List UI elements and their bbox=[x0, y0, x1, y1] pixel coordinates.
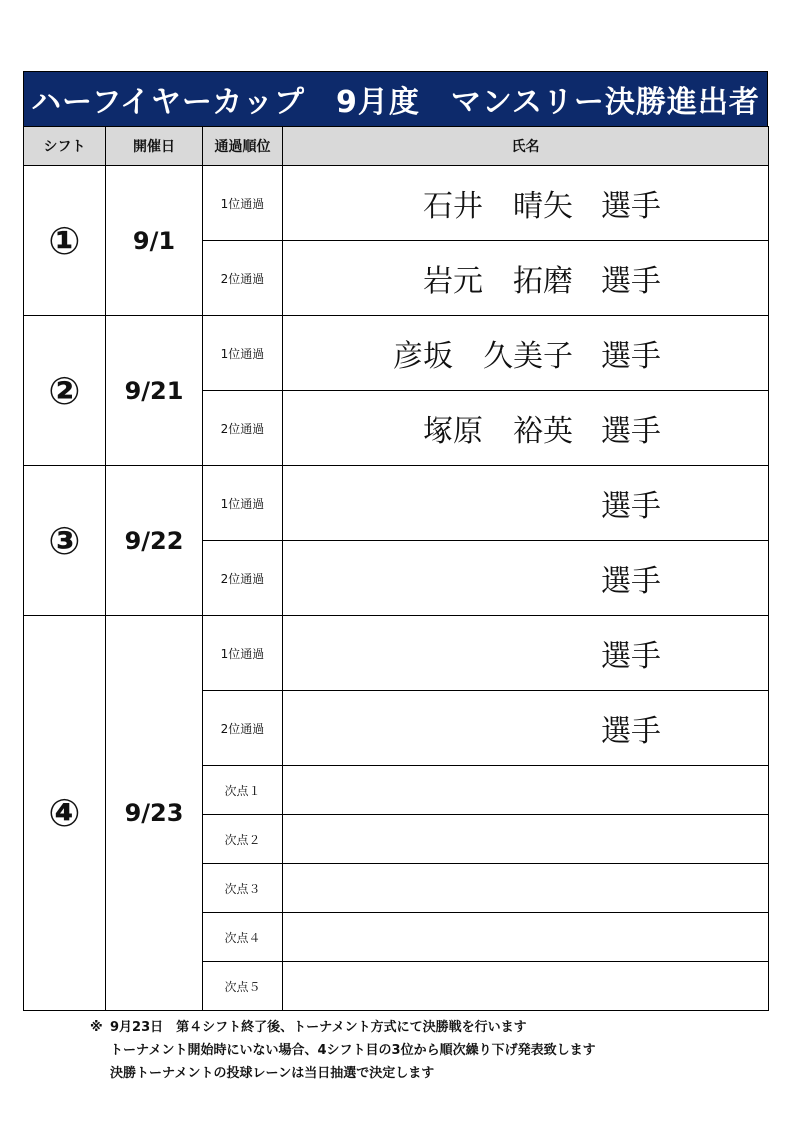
note-mark: ※ bbox=[90, 1020, 103, 1035]
event-date: 9/1 bbox=[106, 166, 203, 316]
player-name: 彦坂 久美子 bbox=[393, 339, 573, 374]
alternate-name-cell bbox=[283, 766, 769, 815]
rank-label: 1位通過 bbox=[203, 166, 283, 241]
alternate-name-cell bbox=[283, 815, 769, 864]
player-name: 石井 晴矢 bbox=[423, 189, 573, 224]
footnote-line bbox=[90, 1062, 596, 1085]
player-suffix: 選手 bbox=[601, 189, 661, 224]
rank-label: 2位通過 bbox=[203, 691, 283, 766]
page-title: ハーフイヤーカップ 9月度 マンスリー決勝進出者 bbox=[23, 71, 768, 126]
alternate-label: 次点５ bbox=[203, 962, 283, 1011]
player-name: 塚原 裕英 bbox=[423, 414, 573, 449]
header-date: 開催日 bbox=[106, 127, 203, 166]
shift-number: ① bbox=[24, 166, 106, 316]
alternate-label: 次点１ bbox=[203, 766, 283, 815]
player-name-cell bbox=[283, 166, 769, 241]
player-name: 岩元 拓磨 bbox=[423, 264, 573, 299]
player-name-cell bbox=[283, 316, 769, 391]
player-name-cell bbox=[283, 616, 769, 691]
header-name: 氏名 bbox=[283, 127, 769, 166]
alternate-label: 次点４ bbox=[203, 913, 283, 962]
player-name-cell bbox=[283, 541, 769, 616]
footnote-text: トーナメント開始時にいない場合、4シフト目の3位から順次繰り下げ発表致します bbox=[110, 1043, 596, 1058]
alternate-label: 次点３ bbox=[203, 864, 283, 913]
rank-label: 1位通過 bbox=[203, 466, 283, 541]
footnotes bbox=[90, 1016, 596, 1085]
rank-label: 1位通過 bbox=[203, 616, 283, 691]
event-date: 9/21 bbox=[106, 316, 203, 466]
table-row bbox=[24, 466, 769, 541]
player-suffix: 選手 bbox=[601, 564, 661, 599]
footnote-text: 9月23日 第４シフト終了後、トーナメント方式にて決勝戦を行います bbox=[110, 1020, 527, 1035]
rank-label: 1位通過 bbox=[203, 316, 283, 391]
player-name-cell bbox=[283, 391, 769, 466]
player-suffix: 選手 bbox=[601, 414, 661, 449]
results-sheet bbox=[23, 71, 768, 1011]
shift-number: ③ bbox=[24, 466, 106, 616]
player-suffix: 選手 bbox=[601, 714, 661, 749]
player-suffix: 選手 bbox=[601, 339, 661, 374]
rank-label: 2位通過 bbox=[203, 391, 283, 466]
event-date: 9/22 bbox=[106, 466, 203, 616]
header-shift: シフト bbox=[24, 127, 106, 166]
player-suffix: 選手 bbox=[601, 489, 661, 524]
player-suffix: 選手 bbox=[601, 264, 661, 299]
rank-label: 2位通過 bbox=[203, 241, 283, 316]
footnote-line bbox=[90, 1039, 596, 1062]
player-name-cell bbox=[283, 241, 769, 316]
alternate-name-cell bbox=[283, 913, 769, 962]
alternate-name-cell bbox=[283, 962, 769, 1011]
alternate-label: 次点２ bbox=[203, 815, 283, 864]
table-row bbox=[24, 316, 769, 391]
shift-number: ② bbox=[24, 316, 106, 466]
footnote-line bbox=[90, 1016, 596, 1039]
results-table bbox=[23, 126, 769, 1011]
rank-label: 2位通過 bbox=[203, 541, 283, 616]
table-row bbox=[24, 166, 769, 241]
alternate-name-cell bbox=[283, 864, 769, 913]
footnote-text: 決勝トーナメントの投球レーンは当日抽選で決定します bbox=[110, 1066, 435, 1081]
player-name-cell bbox=[283, 691, 769, 766]
header-row bbox=[24, 127, 769, 166]
player-name-cell bbox=[283, 466, 769, 541]
shift-number: ④ bbox=[24, 616, 106, 1011]
table-row bbox=[24, 616, 769, 691]
event-date: 9/23 bbox=[106, 616, 203, 1011]
player-suffix: 選手 bbox=[601, 639, 661, 674]
header-rank: 通過順位 bbox=[203, 127, 283, 166]
